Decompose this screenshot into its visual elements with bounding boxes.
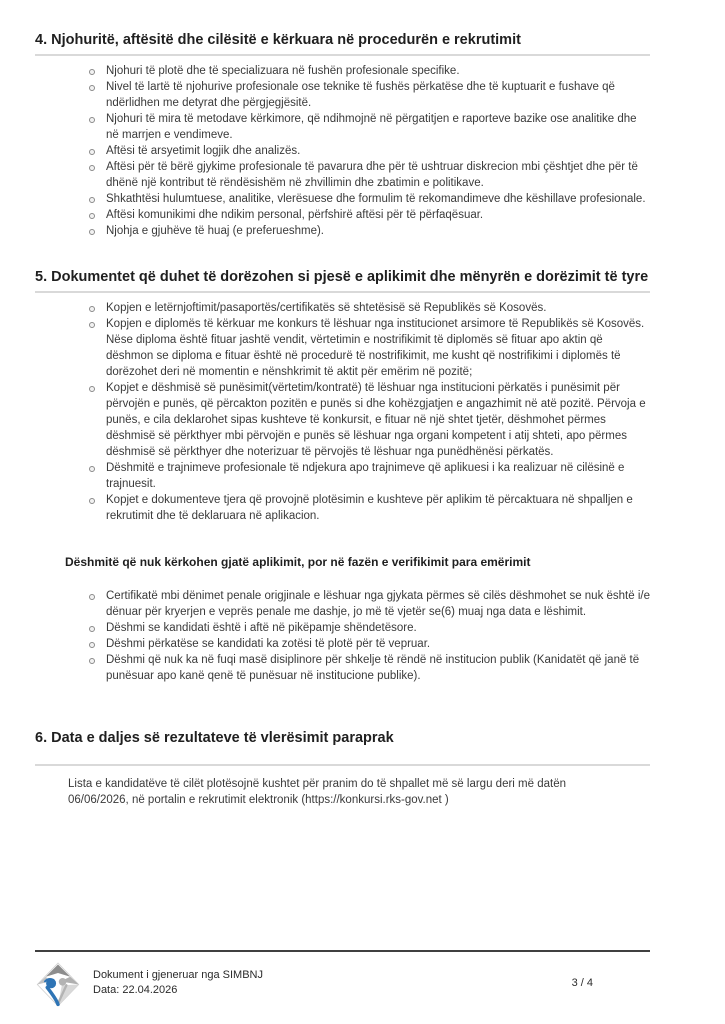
footer-text-block bbox=[93, 968, 263, 998]
list-item: Aftësi të arsyetimit logjik dhe analizës. bbox=[106, 143, 650, 159]
section-5-list bbox=[35, 300, 650, 524]
footer-date: Data: 22.04.2026 bbox=[93, 984, 178, 996]
list-item: Aftësi për të bërë gjykime profesionale të pavarura dhe për të ushtruar diskrecion mbi çështjet dhe për të dhënë një kontribut të rëndësishëm në zhvillimin dhe zbatimin e politikave. bbox=[106, 159, 650, 191]
subsection-title: Dëshmitë që nuk kërkohen gjatë aplikimit, por në fazën e verifikimit para emërimit bbox=[65, 555, 531, 569]
page-footer bbox=[35, 950, 650, 1011]
list-item: Kopjet e dëshmisë së punësimit(vërtetim/kontratë) të lëshuar nga institucioni përkatës i punësimit për përvojën e punës, që përcakton pozitën e punës si dhe kohëzgjatjen e angazhimit në atë pozitë. Përvoja e punës, e cila deklarohet sipas kushteve të konkursit, e fituar në një shtet tjetër, dëshmohet përmes dëshmisë së përkthyer mbi përvojën e punës së lëshuar nga organi kompetent i atij shteti, apo përmes dëshmisë së përkthyer dhe noterizuar të përvojës të lëshuar nga punëdhënësi përkatës. bbox=[106, 380, 650, 460]
section-recruitment-skills bbox=[35, 30, 650, 239]
list-item: Shkathtësi hulumtuese, analitike, vlerësuese dhe formulim të rekomandimeve dhe këshillave profesionale. bbox=[106, 191, 650, 207]
list-item: Njohja e gjuhëve të huaj (e preferueshme). bbox=[106, 223, 650, 239]
list-item: Dëshmi përkatëse se kandidati ka zotësi të plotë për të vepruar. bbox=[106, 636, 650, 652]
list-item: Certifikatë mbi dënimet penale origjinale e lëshuar nga gjykata përmes së cilës dëshmohet se nuk është i/e dënuar për kryerjen e veprës penale me dashje, jo më të vjetër se(6) muaj nga data e lëshimit. bbox=[106, 590, 650, 618]
section-results-date bbox=[35, 728, 650, 808]
list-item: Nivel të lartë të njohurive profesionale ose teknike të fushës përkatëse dhe të kuptuarit e fushave që ndërlidhen me detyrat dhe përgjegjësitë. bbox=[106, 79, 650, 111]
section-required-documents bbox=[35, 267, 650, 684]
subsection-verification-evidence bbox=[35, 554, 650, 684]
list-item: Dëshmi që nuk ka në fuqi masë disiplinore për shkelje të rëndë në institucion publik (Kanidatët që janë të punësuar apo kanë qenë të punësuar në institucione publike). bbox=[106, 652, 650, 684]
list-item: Kopjen e diplomës të kërkuar me konkurs të lëshuar nga institucionet arsimore të Republikës së Kosovës. Nëse diploma është fituar jashtë vendit, vërtetimin e nostrifikimit të diplomës së fituar apo aktin që dëshmon se diploma e fituar është në procedurë të nostrifikimit, me kusht që nostrifikimi i diplomës të dorëzohet deri në momentin e nënshkrimit të aktit për emërim në pozitë; bbox=[106, 316, 650, 380]
section-4-list bbox=[35, 63, 650, 239]
list-item: Njohuri të plotë dhe të specializuara në fushën profesionale specifike. bbox=[106, 63, 650, 79]
footer-generated-by: Dokument i gjeneruar nga SIMBNJ bbox=[93, 969, 263, 981]
list-item: Dëshmi se kandidati është i aftë në pikëpamje shëndetësore. bbox=[106, 620, 650, 636]
section-5-title: 5. Dokumentet që duhet të dorëzohen si pjesë e aplikimit dhe mënyrën e dorëzimit të tyre bbox=[35, 267, 650, 293]
section-6-title: 6. Data e daljes së rezultateve të vlerësimit paraprak bbox=[35, 728, 650, 766]
list-item: Dëshmitë e trajnimeve profesionale të ndjekura apo trajnimeve që aplikuesi i ka realizuar në cilësinë e trajnuesit. bbox=[106, 460, 650, 492]
list-item: Kopjet e dokumenteve tjera që provojnë plotësimin e kushteve për aplikim të përcaktuara në shpalljen e rekrutimit dhe të deklaruara në aplikacion. bbox=[106, 492, 650, 524]
list-item: Njohuri të mira të metodave kërkimore, që ndihmojnë në përgatitjen e raporteve bazike ose analitike dhe në marrjen e vendimeve. bbox=[106, 111, 650, 143]
list-item: Kopjen e letërnjoftimit/pasaportës/certifikatës së shtetësisë së Republikës së Kosovës. bbox=[106, 300, 650, 316]
results-date-paragraph: Lista e kandidatëve të cilët plotësojnë kushtet për pranim do të shpallet më së largu deri më datën 06/06/2026, në portalin e rekrutimit elektronik (https://konkursi.rks-gov.net ) bbox=[68, 778, 566, 806]
subsection-list bbox=[35, 588, 650, 684]
section-4-title: 4. Njohuritë, aftësitë dhe cilësitë e kërkuara në procedurën e rekrutimit bbox=[35, 30, 650, 56]
page-number: 3 / 4 bbox=[571, 977, 593, 989]
simbnj-logo-icon bbox=[35, 961, 81, 1011]
list-item: Aftësi komunikimi dhe ndikim personal, përfshirë aftësi për të përfaqësuar. bbox=[106, 207, 650, 223]
